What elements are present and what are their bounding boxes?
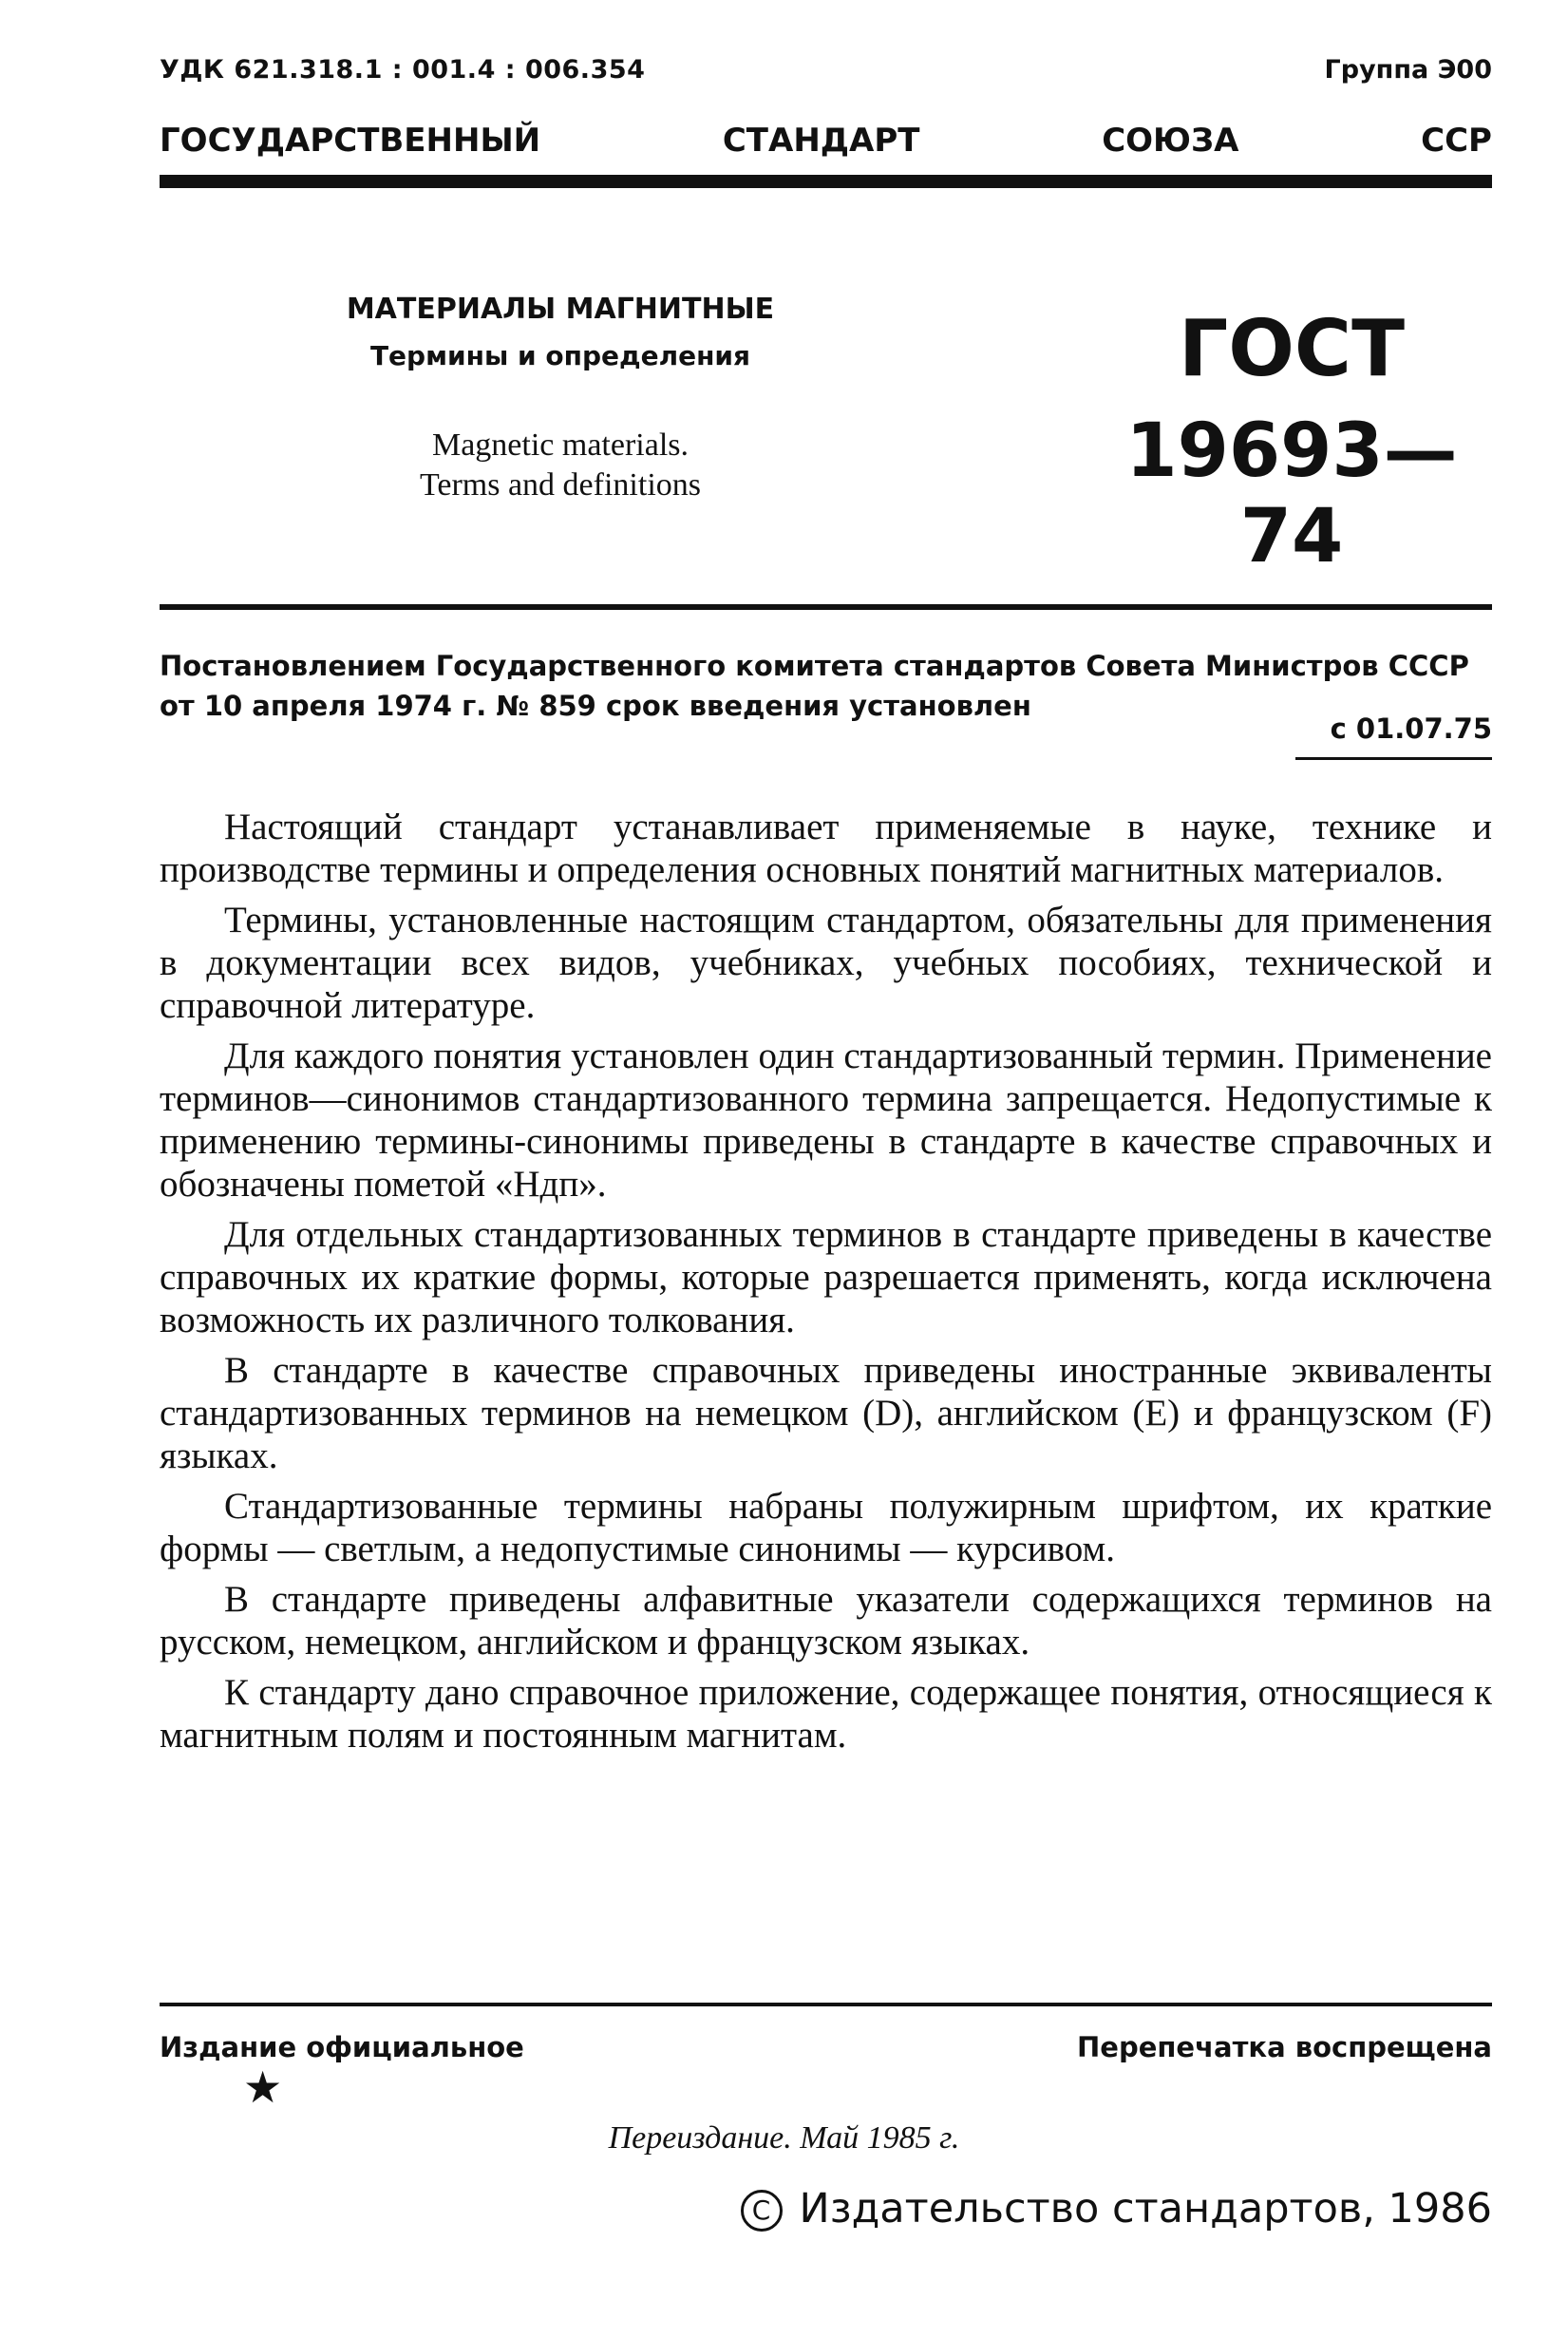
body-paragraph: Стандартизованные термины набраны полужирным шрифтом, их краткие формы — светлым, а недопустимые синонимы — курсивом.: [160, 1486, 1492, 1569]
reissue-note: Переиздание. Май 1985 г.: [608, 2120, 960, 2156]
official-edition-label: Издание официальное: [160, 2031, 524, 2063]
footer-rule: [160, 2003, 1492, 2006]
body-paragraph: К стандарту дано справочное приложение, содержащее понятия, относящиеся к магнитным полям и постоянным магнитам.: [160, 1672, 1492, 1756]
state-standard-word: ГОСУДАРСТВЕННЫЙ: [160, 122, 541, 160]
header-rule: [160, 175, 1492, 188]
group-code: Группа Э00: [1324, 55, 1492, 85]
udk-code: УДК 621.318.1 : 001.4 : 006.354: [160, 55, 646, 85]
effective-date: с 01.07.75: [1330, 712, 1492, 745]
gost-number: 19693—74: [1125, 408, 1458, 580]
star-icon: ★: [243, 2063, 283, 2112]
body-paragraph: В стандарте приведены алфавитные указатели содержащихся терминов на русском, немецком, английском и французском языках.: [160, 1579, 1492, 1662]
copyright-text: Издательство стандартов, 1986: [799, 2185, 1492, 2232]
gost-label: ГОСТ: [1178, 304, 1406, 394]
state-standard-heading: [160, 122, 1492, 160]
title-en-line: Terms and definitions: [419, 467, 701, 503]
state-standard-word: СТАНДАРТ: [722, 122, 920, 160]
title-ru: МАТЕРИАЛЫ МАГНИТНЫЕ: [346, 293, 775, 326]
body-paragraph: В стандарте в качестве справочных приведены иностранные эквиваленты стандартизованных терминов на немецком (D), английском (E) и французском (F) языках.: [160, 1350, 1492, 1476]
body-paragraph: Термины, установленные настоящим стандартом, обязательны для применения в документации всех видов, учебниках, учебных пособиях, технической и справочной литературе.: [160, 900, 1492, 1026]
body-paragraph: Для отдельных стандартизованных терминов в стандарте приведены в качестве справочных их краткие формы, которые разрешается применять, когда исключена возможность их различного толкования.: [160, 1214, 1492, 1340]
title-en: [285, 426, 836, 505]
title-en-line: Magnetic materials.: [431, 428, 689, 463]
effective-date-rule: [1295, 757, 1492, 760]
body-paragraph: Для каждого понятия установлен один стандартизованный термин. Применение терминов—синонимов стандартизованного термина запрещается. Недопустимые к применению термины-синонимы приведены в стандарте в качестве справочных и обозначены пометой «Ндп».: [160, 1036, 1492, 1205]
decree-text: Постановлением Государственного комитета стандартов Совета Министров СССР от 10 апреля 1974 г. № 859 срок введения установлен: [160, 650, 1469, 722]
body-text: [160, 806, 1492, 1764]
body-paragraph: Настоящий стандарт устанавливает применяемые в науке, технике и производстве термины и определения основных понятий магнитных материалов.: [160, 807, 1492, 890]
copyright-line: [741, 2185, 1492, 2232]
title-rule: [160, 604, 1492, 610]
title-subtitle-ru: Термины и определения: [369, 340, 751, 371]
copyright-icon: C: [741, 2190, 783, 2232]
state-standard-word: СОЮЗА: [1102, 122, 1239, 160]
state-standard-word: ССР: [1421, 122, 1492, 160]
reprint-forbidden-label: Перепечатка воспрещена: [1077, 2031, 1492, 2063]
